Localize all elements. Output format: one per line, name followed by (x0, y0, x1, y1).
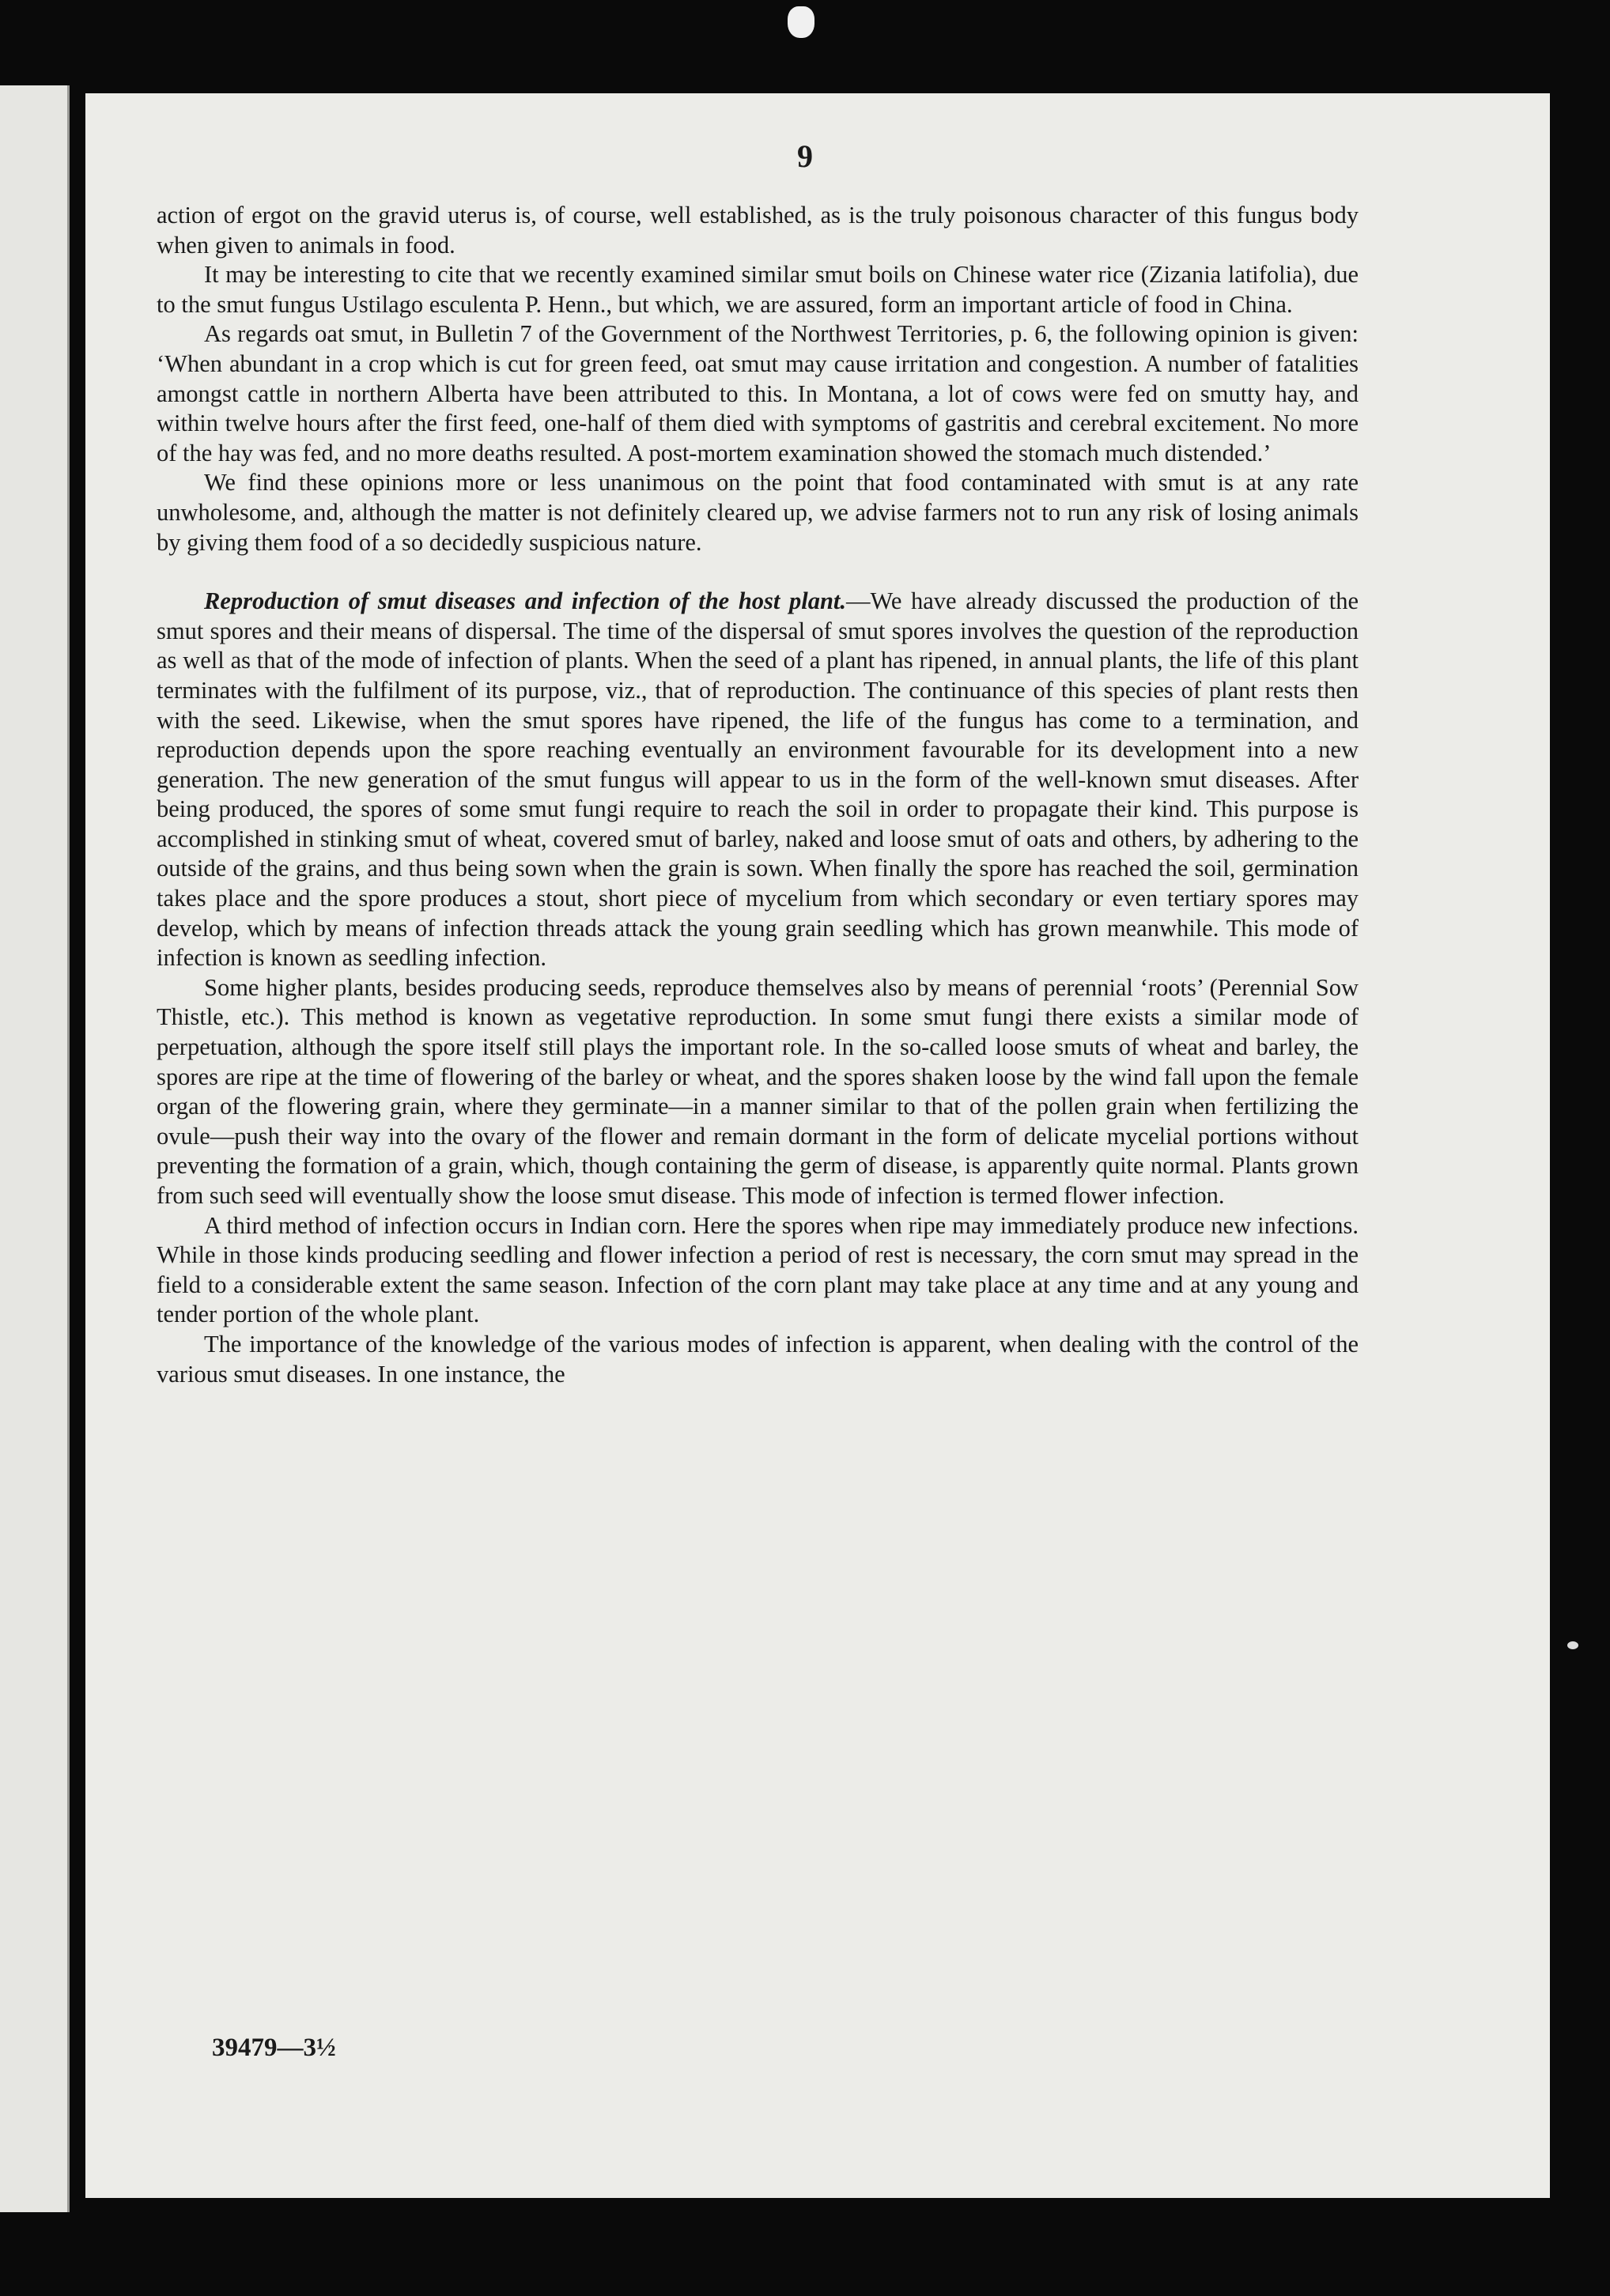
paragraph-8: The importance of the knowledge of the various modes of infection is apparent, when dealing with the control of the various smut diseases. In one instance, the (157, 1330, 1359, 1388)
paragraph-3: As regards oat smut, in Bulletin 7 of the Government of the Northwest Territories, p. 6, the following opinion is given: ‘When abundant in a crop which is cut for green feed, oat smut may cause irritation and congestion. A number of fatalities amongst cattle in northern Alberta have been attributed to this. In Montana, a lot of cows were fed on smutty hay, and within twelve hours after the first feed, one-half of them died with symptoms of gastritis and cerebral excitement. No more of the hay was fed, and no more deaths resulted. A post-mortem examination showed the stomach much distended.’ (157, 320, 1359, 466)
paragraph-5-text: —We have already discussed the production of the smut spores and their means of dispersal. The time of the dispersal of smut spores involves the question of the reproduction as well as that of the mode of infection of plants. When the seed of a plant has ripened, in annual plants, the life of this plant terminates with the fulfilment of its purpose, viz., that of reproduction. The continuance of this species of plant rests then with the seed. Likewise, when the smut spores have ripened, the life of the fungus has come to a termination, and reproduction depends upon the spore reaching eventually an environment favourable for its development into a new generation. The new generation of the smut fungus will appear to us in the form of the well-known smut diseases. After being produced, the spores of some smut fungi require to reach the soil in order to propagate their kind. This purpose is accomplished in stinking smut of wheat, covered smut of barley, naked and loose smut of oats and others, by adhering to the outside of the grains, and thus being sown when the grain is sown. When finally the spore has reached the soil, germination takes place and the spore produces a stout, short piece of mycelium from which secondary or even tertiary spores may develop, which by means of infection threads attack the young grain seedling which has grown meanwhile. This mode of infection is known as seedling infection. (157, 587, 1359, 972)
page-fold-shadow (0, 85, 70, 2212)
margin-artifact-mark (1567, 1641, 1578, 1649)
page-number: 9 (797, 138, 813, 174)
scan-artifact-mark (788, 6, 814, 38)
paragraph-1: action of ergot on the gravid uterus is, of course, well established, as is the truly poisonous character of this fungus body when given to animals in food. (157, 202, 1359, 259)
paragraph-5 (157, 587, 1359, 973)
printer-code: 39479—3½ (212, 2034, 336, 2062)
paragraph-7: A third method of infection occurs in Indian corn. Here the spores when ripe may immediately produce new infections. While in those kinds producing seedling and flower infection a period of rest is necessary, the corn smut may spread in the field to a considerable extent the same season. Infection of the corn plant may take place at any time and at any young and tender portion of the whole plant. (157, 1211, 1359, 1328)
section-heading: Reproduction of smut diseases and infection of the host plant. (204, 587, 847, 615)
paragraph-2: It may be interesting to cite that we recently examined similar smut boils on Chinese water rice (Zizania latifolia), due to the smut fungus Ustilago esculenta P. Henn., but which, we are assured, form an important article of food in China. (157, 261, 1359, 318)
body-text (157, 201, 1359, 1389)
paragraph-4: We find these opinions more or less unanimous on the point that food contaminated with smut is at any rate unwholesome, and, although the matter is not definitely cleared up, we advise farmers not to run any risk of losing animals by giving them food of a so decidedly suspicious nature. (157, 469, 1359, 556)
paragraph-6: Some higher plants, besides producing seeds, reproduce themselves also by means of perennial ‘roots’ (Perennial Sow Thistle, etc.). This method is known as vegetative reproduction. In some smut fungi there exists a similar mode of perpetuation, although the spore itself still plays the important role. In the so-called loose smuts of wheat and barley, the spores are ripe at the time of flowering of the barley or wheat, and the spores shaken loose by the wind fall upon the female organ of the flowering grain, where they germinate—in a manner similar to that of the pollen grain when fertilizing the ovule—push their way into the ovary of the flower and remain dormant in the form of delicate mycelial portions without preventing the formation of a grain, which, though containing the germ of disease, is apparently quite normal. Plants grown from such seed will eventually show the loose smut disease. This mode of infection is termed flower infection. (157, 973, 1359, 1209)
